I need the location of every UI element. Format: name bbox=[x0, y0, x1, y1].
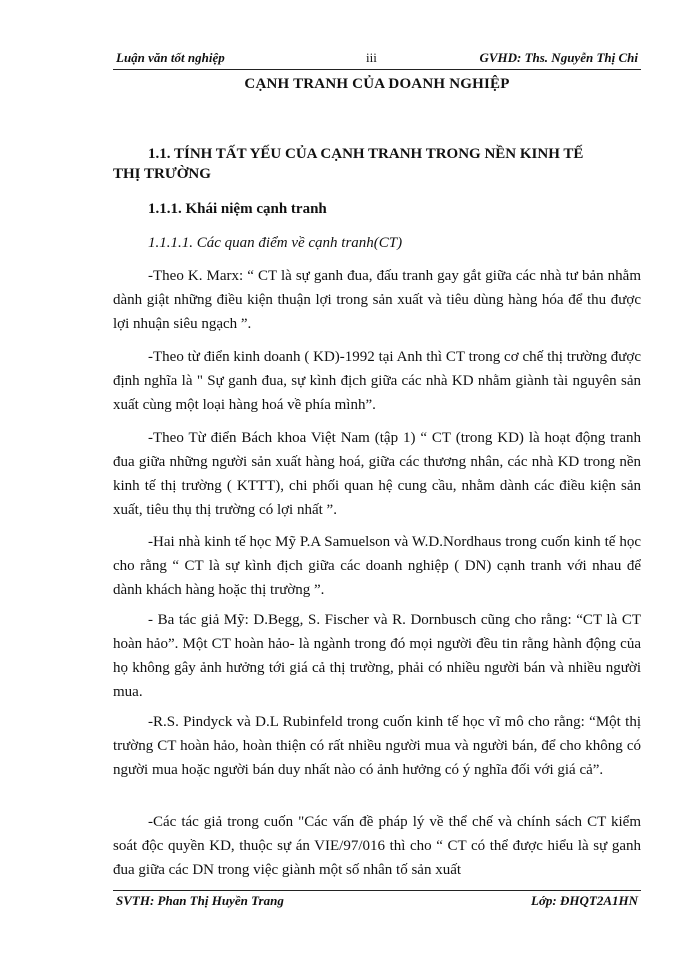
paragraph-text: -R.S. Pindyck và D.L Rubinfeld trong cuốn kinh tế học vĩ mô cho rằng: “Một thị trường CT hoàn hảo, hoàn thiện có rất nhiều người mua và người bán, để cho không có người mua hoặc người bán duy nhất nào có ảnh hưởng có ý nghĩa đối với giá cả”. bbox=[113, 714, 641, 778]
footer-rule bbox=[113, 890, 641, 891]
footer-student: SVTH: Phan Thị Huyền Trang bbox=[116, 893, 284, 908]
paragraph-text: -Các tác giả trong cuốn "Các vấn đề pháp lý về thể chế và chính sách CT kiểm soát độc quyền KD, thuộc sự án VIE/97/016 thì cho “ CT có thể được hiểu là sự ganh đua giữa các DN trong việc giành một số nhân tố sản xuất bbox=[113, 814, 641, 878]
paragraph-text: -Hai nhà kinh tế học Mỹ P.A Samuelson và W.D.Nordhaus trong cuốn kinh tế học cho rằng “ CT là sự kình địch giữa các doanh nghiệp ( DN) cạnh tranh với nhau để dành khách hàng hoặc thị trường ”. bbox=[113, 534, 641, 598]
subsection-heading: 1.1.1. Khái niệm cạnh tranh bbox=[148, 201, 327, 217]
section-title-line2: THỊ TRƯỜNG bbox=[113, 166, 211, 182]
footer-class: Lớp: ĐHQT2A1HN bbox=[531, 893, 638, 908]
paragraph-text: -Theo Từ điển Bách khoa Việt Nam (tập 1) “ CT (trong KD) là hoạt động tranh đua giữa những người sản xuất hàng hoá, giữa các thương nhân, các nhà KD trong nền kinh tế thị trường ( KTTT), chi phối quan hệ cung cầu, nhằm dành các điều kiện sản xuất, tiêu thụ thị trường có lợi nhất ”. bbox=[113, 430, 641, 518]
header-rule bbox=[113, 69, 641, 70]
paragraph-business-dictionary bbox=[113, 345, 641, 417]
paragraph-text: -Theo từ điển kinh doanh ( KD)-1992 tại Anh thì CT trong cơ chế thị trường được định nghĩa là " Sự ganh đua, sự kình địch giữa các nhà KD nhằm giành tài nguyên sản xuất cùng một loại hàng hoá về phía mình”. bbox=[113, 349, 641, 413]
paragraph-pindyck bbox=[113, 710, 641, 782]
header-thesis-label: Luận văn tốt nghiệp bbox=[116, 50, 225, 65]
paragraph-marx bbox=[113, 264, 641, 336]
paragraph-text: - Ba tác giả Mỹ: D.Begg, S. Fischer và R. Dornbusch cũng cho rằng: “CT là CT hoàn hảo”. Một CT hoàn hảo- là ngành trong đó mọi người đều tin rằng hành động của họ không gây ảnh hưởng tới giá cả thị trường, phải có nhiều người bán và nhiều người mua. bbox=[113, 612, 641, 700]
header-supervisor: GVHD: Ths. Nguyễn Thị Chi bbox=[479, 50, 638, 65]
section-title-line1: 1.1. TÍNH TẤT YẾU CỦA CẠNH TRANH TRONG NỀN KINH TẾ bbox=[148, 146, 584, 162]
paragraph-text: -Theo K. Marx: “ CT là sự ganh đua, đấu tranh gay gắt giữa các nhà tư bản nhằm dành giật những điều kiện thuận lợi trong sản xuất và tiêu dùng hàng hóa để thu được lợi nhuận siêu ngạch ”. bbox=[113, 268, 641, 332]
paragraph-begg bbox=[113, 608, 641, 704]
page-number: iii bbox=[366, 50, 377, 65]
page-footer bbox=[116, 893, 638, 915]
paragraph-encyclopedia bbox=[113, 426, 641, 522]
paragraph-vie-project bbox=[113, 810, 641, 882]
paragraph-samuelson bbox=[113, 530, 641, 602]
chapter-title: CẠNH TRANH CỦA DOANH NGHIỆP bbox=[244, 76, 510, 92]
subsubsection-heading: 1.1.1.1. Các quan điểm về cạnh tranh(CT) bbox=[148, 235, 403, 251]
